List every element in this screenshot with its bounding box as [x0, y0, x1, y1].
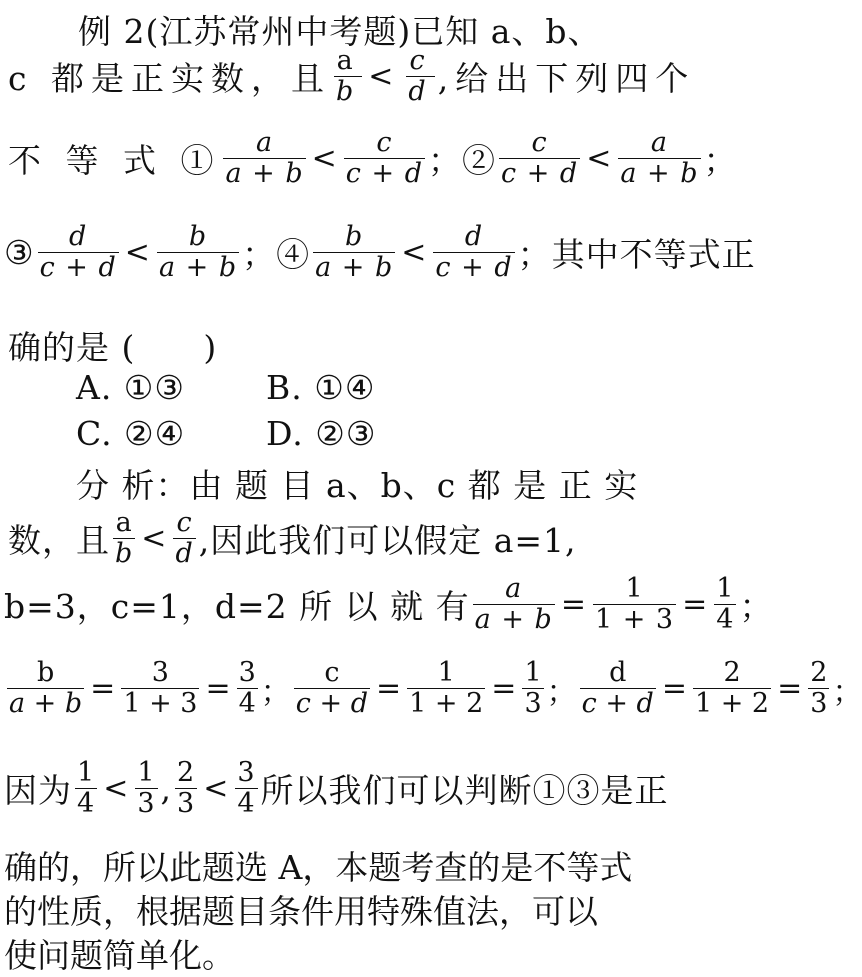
- fraction: $\frac{2}{3}$: [177, 757, 196, 820]
- less-than-sign: <: [368, 59, 401, 95]
- comma: ,: [160, 769, 173, 809]
- equals-sign: =: [661, 671, 687, 707]
- less-than-sign: <: [586, 141, 613, 177]
- text: 的性质，根据题目条件用特殊值法，可以: [4, 892, 598, 931]
- fraction-c-over-d: $\frac{c}{d}$: [175, 507, 194, 570]
- fraction: $\frac{d}{c + d}$: [39, 221, 117, 284]
- less-than-sign: <: [124, 235, 151, 271]
- fraction: $\frac{2}{1 + 2}$: [694, 657, 770, 720]
- analysis-line-5: [4, 758, 669, 819]
- fraction: $\frac{1}{3}$: [137, 757, 156, 820]
- fraction: $\frac{c}{c + d}$: [345, 127, 423, 190]
- option-b: B. ①④: [266, 368, 376, 407]
- analysis-line-1: [76, 460, 638, 507]
- separator: ；: [739, 587, 774, 627]
- text: 确的，所以此题选 A，本题考查的是不等式: [4, 848, 633, 887]
- less-than-sign: <: [203, 771, 230, 807]
- analysis-line-2: [8, 508, 577, 569]
- text: c 都是正实数，且: [8, 59, 331, 99]
- fraction-a-over-b: $\frac{a}{b}$: [115, 507, 134, 570]
- fraction: $\frac{1}{3}$: [524, 657, 542, 720]
- fraction: $\frac{a}{a + b}$: [225, 127, 304, 190]
- text: 确的是 ( ): [8, 328, 218, 367]
- text: 不 等 式 ①: [8, 141, 221, 181]
- less-than-sign: <: [141, 521, 168, 557]
- text: 所以我们可以判断①③是正: [260, 771, 669, 811]
- less-than-sign: <: [311, 141, 338, 177]
- option-d: D. ②③: [266, 414, 377, 453]
- inequalities-line-3-4: [4, 222, 756, 283]
- condition-line: [8, 46, 695, 107]
- text: 因为: [4, 771, 72, 811]
- question-line: [8, 322, 217, 369]
- equals-sign: =: [491, 671, 517, 707]
- fraction: $\frac{d}{c + d}$: [435, 221, 513, 284]
- marker: ；④: [242, 235, 311, 275]
- fraction: $\frac{1}{1 + 2}$: [409, 657, 484, 720]
- text: 分 析：由 题 目 a、b、c 都 是 正 实: [76, 466, 639, 505]
- text: 使问题简单化。: [4, 936, 235, 975]
- fraction: $\frac{2}{3}$: [810, 657, 828, 720]
- separator: ；②: [428, 141, 496, 181]
- equals-sign: =: [90, 671, 116, 707]
- fraction: $\frac{a}{a + b}$: [474, 573, 553, 636]
- text: ,因此我们可以假定 a=1,: [198, 521, 577, 561]
- fraction: $\frac{b}{a + b}$: [9, 657, 83, 720]
- fraction: $\frac{1}{4}$: [77, 757, 96, 820]
- less-than-sign: <: [401, 235, 428, 271]
- conclusion-line-1: [4, 842, 632, 889]
- fraction: $\frac{3}{1 + 3}$: [123, 657, 198, 720]
- fraction: $\frac{b}{a + b}$: [158, 221, 238, 284]
- option-c: C. ②④: [76, 414, 186, 453]
- equals-sign: =: [777, 671, 803, 707]
- text-line-1: 例 2(江苏常州中考题)已知 a、b、: [78, 12, 602, 51]
- conclusion-line-2: [4, 886, 598, 933]
- text: ,给出下列四个: [437, 59, 696, 99]
- conclusion-line-3: [4, 930, 235, 977]
- equals-sign: =: [376, 671, 402, 707]
- fraction: $\frac{c}{c + d}$: [501, 127, 579, 190]
- fraction: $\frac{b}{a + b}$: [315, 221, 394, 284]
- text: 数，且: [8, 521, 110, 561]
- separator: ；: [832, 674, 862, 710]
- separator: ；: [546, 674, 577, 710]
- fraction: $\frac{1}{1 + 3}$: [594, 573, 675, 636]
- separator: ；: [260, 674, 291, 710]
- inequalities-line-1-2: [8, 128, 738, 189]
- fraction: $\frac{c}{c + d}$: [295, 657, 368, 720]
- text: ；其中不等式正: [517, 235, 756, 275]
- separator: ；: [703, 141, 738, 181]
- analysis-line-4: [4, 658, 862, 719]
- equals-sign: =: [205, 671, 231, 707]
- fraction: $\frac{1}{4}$: [716, 573, 735, 636]
- analysis-line-3: [4, 574, 773, 635]
- fraction: $\frac{d}{c + d}$: [581, 657, 654, 720]
- fraction-a-over-b: $\frac{a}{b}$: [335, 45, 361, 108]
- option-a: A. ①③: [76, 368, 185, 407]
- equals-sign: =: [682, 587, 709, 623]
- text: b=3，c=1，d=2 所 以 就 有: [4, 587, 470, 627]
- fraction: $\frac{3}{4}$: [238, 657, 256, 720]
- fraction: $\frac{a}{a + b}$: [620, 127, 699, 190]
- equals-sign: =: [560, 587, 587, 623]
- fraction-c-over-d: $\frac{c}{d}$: [408, 45, 433, 108]
- less-than-sign: <: [103, 771, 130, 807]
- fraction: $\frac{3}{4}$: [237, 757, 256, 820]
- marker: ③: [4, 233, 35, 273]
